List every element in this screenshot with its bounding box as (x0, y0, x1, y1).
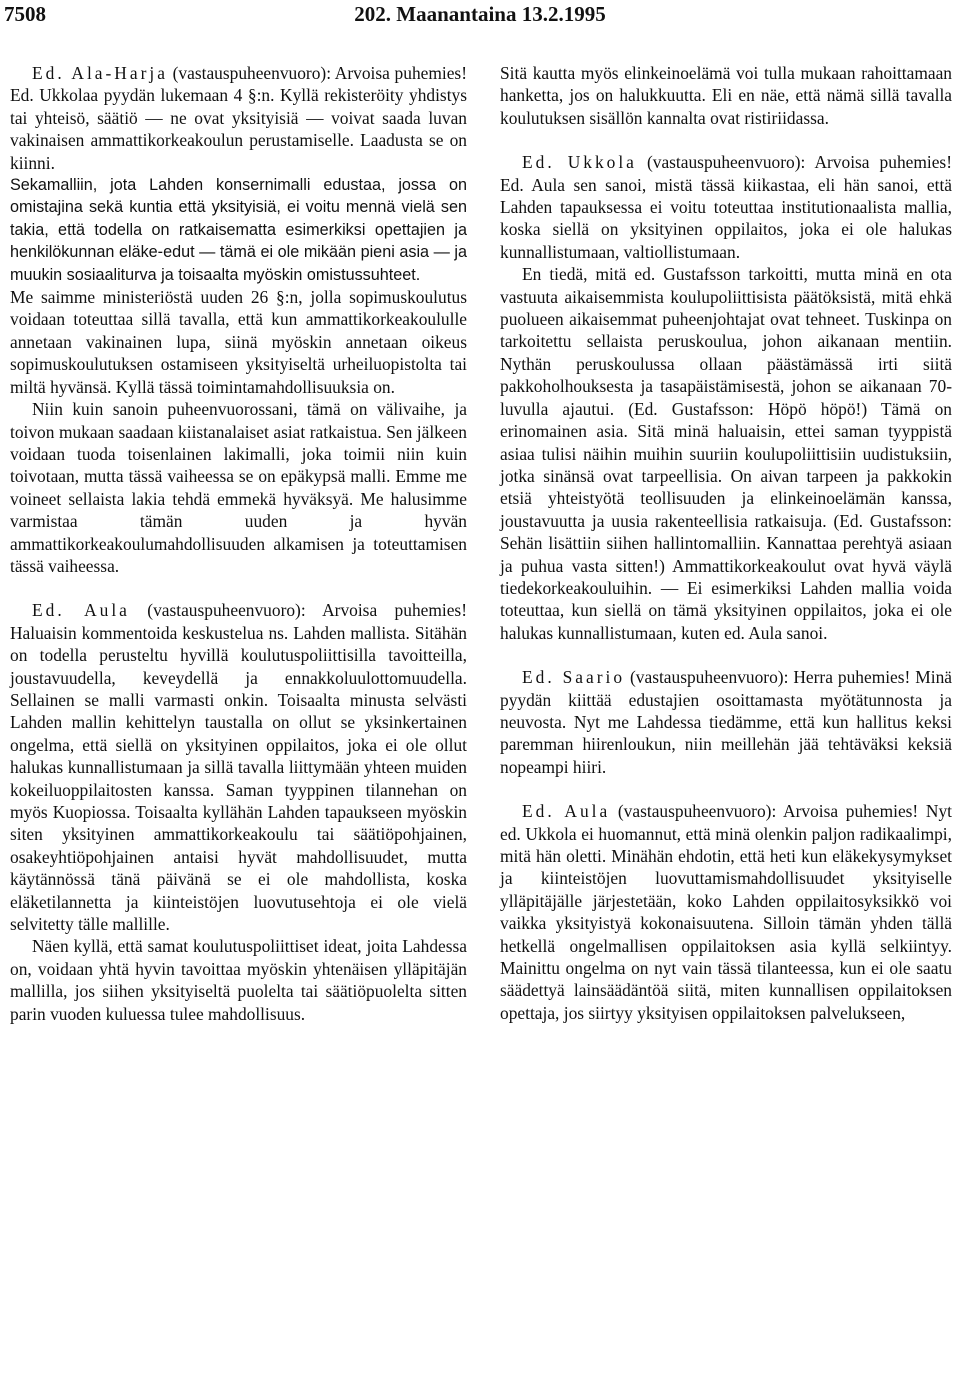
left-column (10, 62, 467, 1025)
speaker-role: (vastauspuheenvuoro): (630, 667, 789, 688)
speaker-role: (vastauspuheenvuoro): (646, 152, 806, 173)
speaker-name: Ed. Saario (522, 667, 626, 688)
speech-paragraph: Näen kyllä, että samat koulutuspoliittiset ideat, joita Lahdessa on, voidaan yhtä hyvin tavoittaa myöskin yhtenäisen ylläpitäjän mallilla, jos siihen yksityiseltä puolelta tai säätiöpuolelta sitten parin vuoden kuluessa tulee mahdollisuus. (10, 936, 467, 1024)
paragraph-text: Arvoisa puhemies! Ed. Aula sen sanoi, mistä tässä kiikastaa, eli hän sanoi, että Lahden tapauksessa ei voitu toteuttaa institutionaalista mallia, koska siellä on yksityinen oppilaitos, joka ei ole halukas kunnallistumaan, valtiollistumaan. (500, 152, 952, 262)
speaker-name: Ed. Aula (32, 600, 130, 621)
right-column (500, 62, 952, 1024)
speaker-name: Ed. Ala-Harja (32, 63, 168, 83)
speech-paragraph: Sekamalliin, jota Lahden konsernimalli edustaa, jossa on omistajina sekä kuntia että yksityisiä, ei voitu mennä vielä sen takia, että todella on ratkaisematta esimerkiksi opettajien ja henkilökunnan eläke-edut — tämä ei ole mikään pieni asia — ja muukin sosiaaliturva ja toisaalta myöskin omistussuhteet. (10, 176, 467, 284)
paragraph-text: Herra puhemies! Minä pyydän kiittää edustajien osoittamasta myötätunnosta ja neuvosta. Nyt me Lahdessa tiedämme, että kun hallitus keksi paremman hiirenloukun, niin meillehän jää tehtäväksi keksiä nopeampi hiiri. (500, 667, 952, 777)
speaker-name: Ed. Ukkola (522, 152, 637, 173)
speech-paragraph: En tiedä, mitä ed. Gustafsson tarkoitti, mutta minä en ota vastuuta aikaisemmista koulupoliittisista päätöksistä, mitä ehkä puolueen aikaisemmat puheenjohtajat ovat tehneet. Tuskinpa on tarkoitettu sellaista peruskoulua, johon aikanaan mentiin. Nythän peruskoulussa ollaan päästämässä irti siitä pakkoholhouksesta ja tasapäistämisestä, johon se aikanaan 70-luvulla ajautui. (Ed. Gustafsson: Höpö höpö!) Tämä on erinomainen asia. Sitä minä haluaisin, ettei saman tyyppistä asiaa tulisi näihin muihin suuriin koulupoliittisiin uudistuksiin, jotka sinänsä ovat tarpeellisia. On aivan tarpeen ja pakkokin etsiä yhteistyötä teollisuuden ja elinkeinoelämän kanssa, joustavuutta ja uusia rakenteellisia ratkaisuja. (Ed. Gustafsson: Sehän lisättiin siihen hallintomalliin. Kannattaa perehtyä asiaan ja puhua vasta sitten!) Ammattikorkeakoulut ovat hyvä väylä tiedekorkeakouluihin. — Ei esimerkiksi Lahden mallia voida toteuttaa, kun siellä on tämä yksityinen oppilaitos, joka ei ole halukas kunnallistumaan, kuten ed. Aula sanoi. (500, 264, 952, 643)
paragraph-text: Arvoisa puhemies! Nyt ed. Ukkola ei huomannut, että minä olenkin paljon radikaalimpi, mitä hän oletti. Minähän ehdotin, että heti kun eläkekysymykset ja kiinteistöjen luovuttamismahdollisuudet yksityiselle ylläpitäjälle järjestetään, koko Lahden oppilaitosyksikkö voi vaikka yksityistyä kokonaisuutena. Silloin tämän yhden tällä hetkellä ongelmallisen oppilaitoksen asia kyllä selkiintyy. Mainittu ongelma on nyt vain tässä tilanteessa, kun ei ole saatu säädettyä lainsäädäntöä siitä, miten kunnallisen oppilaitoksen opettaja, jos siirtyy yksityisen oppilaitoksen palvelukseen, (500, 801, 952, 1023)
paragraph-text: Arvoisa puhemies! Ed. Ukkolaa pyydän lukemaan 4 §:n. Kyllä rekisteröity yhdistys tai yhteisö, säätiö — ne ovat yksityisiä — voivat saada luvan vakinaisen ammattikorkeakoulun perustamiselle. Laadusta se on kiinni. (10, 63, 467, 173)
speech-paragraph (500, 800, 952, 1024)
speech-paragraph (500, 666, 952, 778)
speaker-name: Ed. Aula (522, 801, 611, 822)
page-number: 7508 (4, 2, 46, 26)
speech-paragraph: Sitä kautta myös elinkeinoelämä voi tulla mukaan rahoittamaan hanketta, jos on halukkuutta. Eli en näe, että nämä sillä tavalla koulutuksen sisällön kannalta ovat ristiriidassa. (500, 63, 952, 128)
speaker-role: (vastauspuheenvuoro): (172, 63, 332, 83)
speech-paragraph (500, 151, 952, 263)
page-header (0, 0, 960, 30)
paragraph-text: Arvoisa puhemies! Haluaisin kommentoida keskustelua ns. Lahden mallista. Sitähän on todella perusteltu hyvillä koulutuspoliittisilla tavoitteilla, joustavuudella, keveydellä ja ennakkoluulottomuudella. Sellainen se malli varmasti onkin. Toisaalta minusta selvästi Lahden mallin kehittelyn taustalla on ollut se yksinkertainen ongelma, että siellä on yksityinen oppilaitos, joka ei ole ollut halukas kunnallistumaan ja sillä tavalla liittymään yhteen muiden kokeiluoppilaitosten kanssa. Saman tyyppinen tilannehan on myös Kuopiossa. Toisaalta kyllähän Lahden tapaukseen myöskin siten yksityinen ammattikorkeakoulu tai säätiöpohjainen, osakeyhtiöpohjainen antaisi hyvät mahdollisuudet, mutta käytännössä tänä päivänä se ei ole mahdollista, koska eläketilannetta ja kiinteistöjen luovutusehtoja ei ole vielä selvitetty tälle mallille. (10, 600, 467, 935)
speaker-role: (vastauspuheenvuoro): (617, 801, 777, 822)
speaker-role: (vastauspuheenvuoro): (147, 600, 306, 621)
speech-paragraph (10, 62, 467, 174)
speech-paragraph: Me saimme ministeriöstä uuden 26 §:n, jolla sopimuskoulutus voidaan toteuttaa sillä tavalla, että kun ammattikorkeakoululle annetaan vakinainen lupa, siinä myöskin annetaan oikeus sopimuskoulutuksen ostamiseen yksityiseltä urheiluopistolta tai miltä hyvänsä. Kyllä tässä toimintamahdollisuuksia on. (10, 287, 467, 397)
speech-paragraph (10, 599, 467, 935)
session-title: 202. Maanantaina 13.2.1995 (354, 2, 606, 26)
speech-paragraph: Niin kuin sanoin puheenvuorossani, tämä on välivaihe, ja toivon mukaan saadaan kiistanalaiset asiat ratkaistua. Sen jälkeen voidaan tuoda toisenlainen lakimalli, joka toimii niin kuin toivotaan, mutta tässä vaiheessa se on epäkypsä malli. Emme me voineet sellaista lakia tehdä emmekä hyväksyä. Me halusimme varmistaa tämän uuden ja hyvän ammattikorkeakoulumahdollisuuden alkamisen ja toteuttamisen tässä vaiheessa. (10, 399, 467, 576)
